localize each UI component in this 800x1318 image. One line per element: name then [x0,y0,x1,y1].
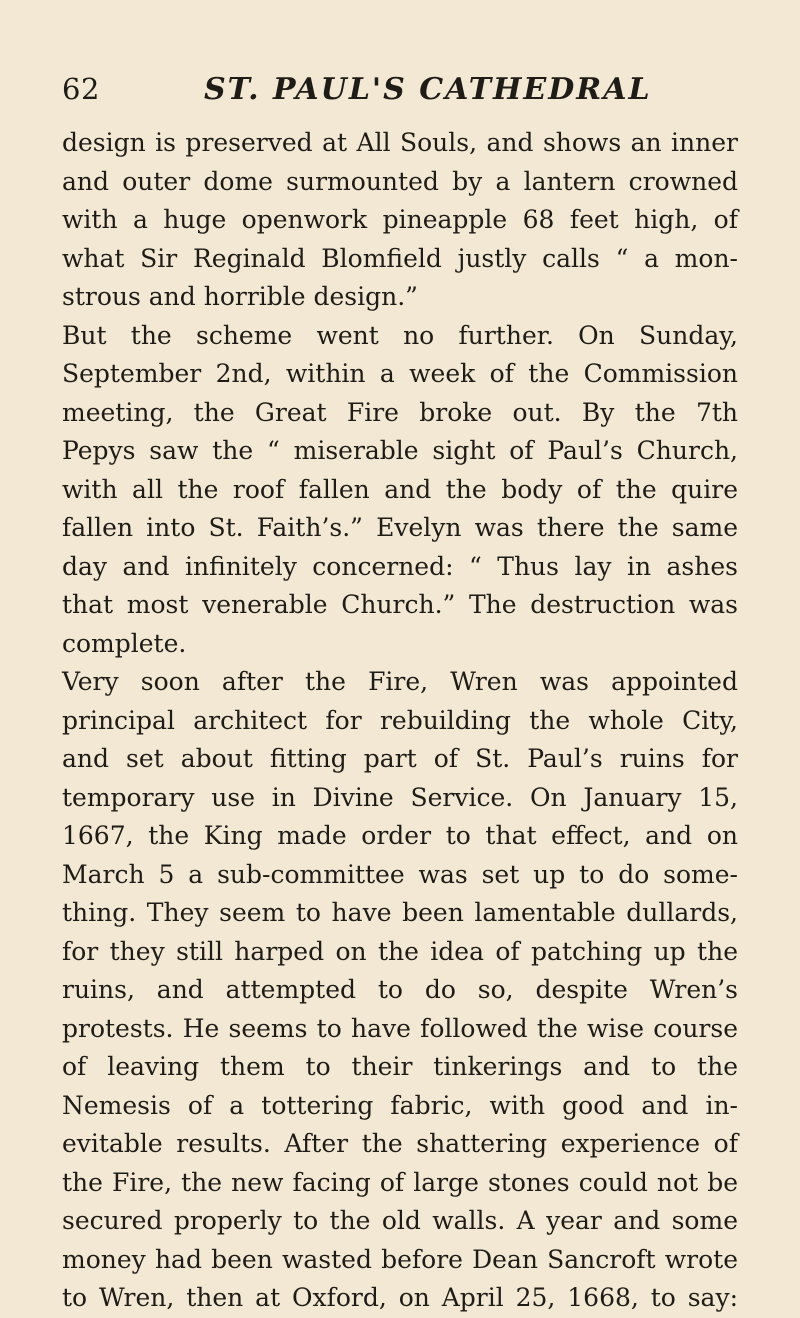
text-line: Pepys saw the “ miserable sight of Paul’s Church, [62,436,738,465]
text-line: ruins, and attempted to do so, despite Wren’s [62,975,738,1004]
running-title: ST. PAUL'S CATHEDRAL [204,72,652,107]
text-line: secured properly to the old walls. A year and some [62,1206,738,1235]
page-number: 62 [62,72,100,106]
text-line: what Sir Reginald Blomfield justly calls “ a mon- [62,243,738,273]
text-line: that most venerable Church.” The destruction was [62,590,738,619]
text-line: 1667, the King made order to that effect, and on [62,821,738,850]
text-line: day and infinitely concerned: “ Thus lay in ashes [62,551,738,581]
text-line: principal architect for rebuilding the whole City, [62,705,738,735]
text-line: the Fire, the new facing of large stones could not be [62,1167,738,1197]
text-line: But the scheme went no further. On Sunday, [62,320,738,350]
text-line: Very soon after the Fire, Wren was appointed [62,667,738,696]
text-line: of leaving them to their tinkerings and to the [62,1052,738,1081]
text-line: with all the roof fallen and the body of the quire [62,474,738,504]
page-header [62,72,738,112]
text-line: design is preserved at All Souls, and shows an inner [62,128,738,157]
text-line: with a huge openwork pineapple 68 feet high, of [62,205,738,234]
body-text [62,124,738,1318]
text-line: and outer dome surmounted by a lantern crowned [62,166,738,196]
text-line: evitable results. After the shattering experience of [62,1129,738,1158]
text-line: September 2nd, within a week of the Commission [62,359,738,388]
text-line: temporary use in Divine Service. On January 15, [62,782,738,812]
text-line: and set about fitting part of St. Paul’s ruins for [62,744,738,773]
text-line: money had been wasted before Dean Sancroft wrote [62,1244,738,1274]
text-line: fallen into St. Faith’s.” Evelyn was there the same [62,513,738,542]
text-line: complete. [62,628,187,658]
text-line: strous and horrible design.” [62,282,418,311]
text-line: to Wren, then at Oxford, on April 25, 1668, to say: [62,1283,738,1312]
text-line: March 5 a sub-committee was set up to do some- [62,859,738,889]
text-line: protests. He seems to have followed the wise course [62,1013,738,1043]
text-line: Nemesis of a tottering fabric, with good and in- [62,1090,738,1120]
text-line: for they still harped on the idea of patching up the [62,936,738,966]
text-line: thing. They seem to have been lamentable dullards, [62,898,738,927]
text-line: meeting, the Great Fire broke out. By the 7th [62,397,738,427]
